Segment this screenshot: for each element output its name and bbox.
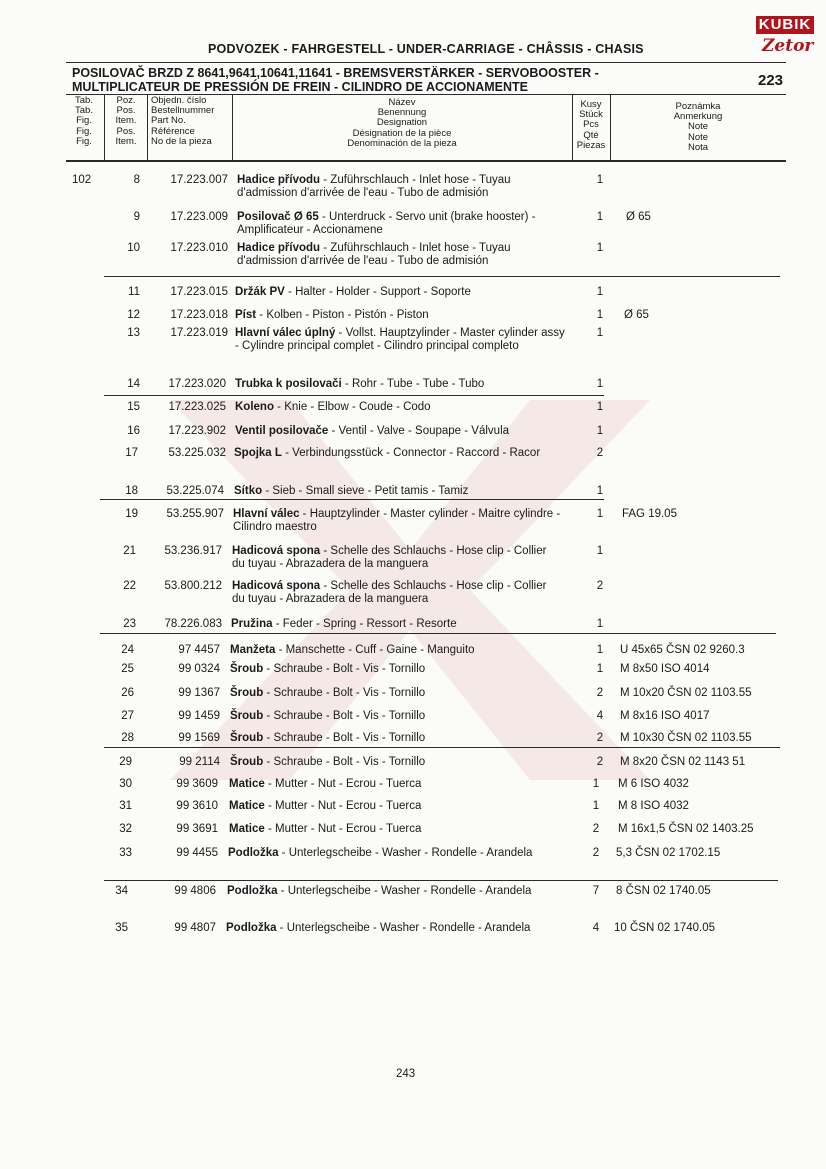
row-description (235, 286, 565, 299)
row-name-translations: - Verbindungsstück - Connector - Raccord - Racor (281, 447, 541, 459)
column-header-part: Objedn. číslo Bestellnummer Part No. Référence No de la pieza (151, 95, 215, 147)
row-position: 11 (128, 286, 140, 298)
row-name-cz: Hadicová spona (232, 580, 321, 592)
title-rule (66, 62, 786, 63)
row-name-translations: - Unterlegscheibe - Washer - Rondelle - Arandela (276, 922, 531, 934)
row-name-cz: Hadice přívodu (237, 242, 321, 254)
row-part-number: 53.225.032 (168, 447, 226, 459)
column-header-tab: Tab. Tab. Fig. Fig. Fig. (75, 95, 93, 147)
row-name-translations: - Mutter - Nut - Ecrou - Tuerca (264, 800, 422, 812)
row-quantity: 7 (592, 885, 600, 897)
row-position: 32 (119, 823, 132, 835)
row-name-translations: - Mutter - Nut - Ecrou - Tuerca (264, 823, 422, 835)
row-name-translations: - Ventil - Valve - Soupape - Válvula (328, 425, 510, 437)
row-position: 19 (125, 508, 138, 520)
row-description (237, 242, 567, 268)
row-name-cz: Šroub (230, 687, 264, 699)
row-name-cz: Hlavní válec (233, 508, 300, 520)
row-position: 33 (119, 847, 132, 859)
row-name-cz: Podložka (228, 847, 279, 859)
row-description (230, 663, 560, 676)
row-description (235, 425, 565, 438)
row-part-number: 17.223.009 (170, 211, 228, 223)
row-name-cz: Píst (235, 309, 257, 321)
row-part-number: 97 4457 (178, 644, 220, 656)
row-position: 30 (119, 778, 132, 790)
row-quantity: 1 (596, 425, 604, 437)
row-quantity: 1 (596, 545, 604, 557)
logo-zetor-text: Zetor (762, 36, 814, 56)
row-quantity: 2 (596, 687, 604, 699)
row-quantity: 2 (592, 823, 600, 835)
row-position: 8 (133, 174, 140, 186)
row-name-cz: Pružina (231, 618, 273, 630)
row-part-number: 99 2114 (179, 756, 220, 768)
row-note: M 10x30 ČSN 02 1103.55 (620, 732, 752, 744)
row-name-translations: - Mutter - Nut - Ecrou - Tuerca (264, 778, 422, 790)
row-position: 15 (127, 401, 140, 413)
column-header-pos: Poz. Pos. Item. Pos. Item. (115, 95, 137, 147)
page-reference: 223 (758, 72, 784, 89)
row-name-translations: - Schraube - Bolt - Vis - Tornillo (263, 732, 426, 744)
row-name-translations: - Vollst. Hauptzylinder - Master cylinder assy - Cylindre principal complet - Cilindro principal completo (235, 327, 565, 352)
row-quantity: 1 (596, 618, 604, 630)
row-quantity: 1 (596, 309, 604, 321)
row-name-cz: Hadicová spona (232, 545, 321, 557)
row-name-translations: - Kolben - Piston - Pistón - Piston (256, 309, 429, 321)
row-note: FAG 19.05 (622, 508, 677, 520)
row-name-translations: - Schraube - Bolt - Vis - Tornillo (263, 663, 426, 675)
section-title: PODVOZEK - FAHRGESTELL - UNDER-CARRIAGE - CHÂSSIS - CHASIS (208, 42, 644, 56)
group-divider (104, 276, 780, 277)
row-part-number: 17.223.010 (170, 242, 228, 254)
row-description (235, 309, 565, 322)
row-note: Ø 65 (626, 211, 651, 223)
row-name-cz: Matice (229, 778, 265, 790)
row-name-translations: - Schraube - Bolt - Vis - Tornillo (263, 756, 426, 768)
footer-page-number: 243 (396, 1068, 416, 1080)
row-note: U 45x65 ČSN 02 9260.3 (620, 644, 745, 656)
row-note: 5,3 ČSN 02 1702.15 (616, 847, 721, 859)
row-position: 16 (127, 425, 140, 437)
row-name-cz: Podložka (227, 885, 278, 897)
row-note: Ø 65 (624, 309, 649, 321)
row-description (230, 732, 560, 745)
row-name-cz: Sítko (234, 485, 263, 497)
row-quantity: 2 (596, 756, 604, 768)
row-quantity: 2 (596, 580, 604, 592)
row-description (231, 618, 561, 631)
group-divider (100, 633, 776, 634)
row-position: 29 (119, 756, 132, 768)
row-part-number: 17.223.902 (168, 425, 226, 437)
row-name-cz: Podložka (226, 922, 277, 934)
row-name-cz: Hadice přívodu (237, 174, 321, 186)
row-part-number: 53.800.212 (164, 580, 222, 592)
row-tab: 102 (72, 174, 92, 186)
row-quantity: 1 (596, 485, 604, 497)
row-description (229, 800, 559, 813)
row-name-translations: - Zuführschlauch - Inlet hose - Tuyau d'admission d'arrivée de l'eau - Tubo de admisión (237, 242, 511, 267)
brand-logo (754, 14, 816, 62)
row-position: 26 (121, 687, 134, 699)
row-position: 17 (125, 447, 138, 459)
row-description (230, 756, 560, 769)
group-divider (104, 395, 604, 396)
row-quantity: 4 (596, 710, 604, 722)
col-sep (610, 94, 611, 160)
row-position: 9 (133, 211, 140, 223)
row-description (227, 885, 557, 898)
row-name-cz: Matice (229, 823, 265, 835)
row-part-number: 17.223.018 (170, 309, 228, 321)
row-quantity: 1 (596, 174, 604, 186)
row-name-translations: - Feder - Spring - Ressort - Resorte (272, 618, 457, 630)
row-description (235, 401, 565, 414)
row-name-translations: - Halter - Holder - Support - Soporte (284, 286, 471, 298)
row-name-cz: Posilovač Ø 65 (237, 211, 319, 223)
row-description (235, 378, 565, 391)
row-part-number: 99 3691 (176, 823, 218, 835)
row-part-number: 99 1459 (178, 710, 220, 722)
row-note: M 8x16 ISO 4017 (620, 710, 710, 722)
page-title-line-2: MULTIPLICATEUR DE PRESSIÓN DE FREIN - CILINDRO DE ACCIONAMENTE (72, 80, 529, 94)
row-position: 25 (121, 663, 134, 675)
row-position: 28 (121, 732, 134, 744)
row-name-translations: - Schelle des Schlauchs - Hose clip - Collier du tuyau - Abrazadera de la manguera (232, 545, 547, 570)
row-name-cz: Manžeta (230, 644, 276, 656)
row-quantity: 1 (592, 800, 600, 812)
row-name-translations: - Manschette - Cuff - Gaine - Manguito (275, 644, 475, 656)
row-description (226, 922, 556, 935)
row-part-number: 53.236.917 (164, 545, 222, 557)
row-description (230, 644, 560, 657)
row-description (230, 710, 560, 723)
row-note: M 6 ISO 4032 (618, 778, 689, 790)
row-position: 18 (125, 485, 138, 497)
row-name-cz: Šroub (230, 756, 264, 768)
row-position: 24 (121, 644, 134, 656)
row-part-number: 53.225.074 (166, 485, 224, 497)
row-description (237, 211, 567, 237)
row-name-translations: - Schraube - Bolt - Vis - Tornillo (263, 710, 426, 722)
row-quantity: 1 (596, 286, 604, 298)
row-part-number: 99 3610 (176, 800, 218, 812)
row-part-number: 53.255.907 (166, 508, 224, 520)
row-quantity: 1 (596, 644, 604, 656)
row-description (234, 447, 564, 460)
row-note: 10 ČSN 02 1740.05 (614, 922, 716, 934)
group-divider (104, 747, 780, 748)
row-quantity: 2 (592, 847, 600, 859)
row-name-cz: Šroub (230, 710, 264, 722)
row-position: 23 (123, 618, 136, 630)
row-description (232, 580, 562, 606)
row-part-number: 17.223.020 (168, 378, 226, 390)
column-header-qty: Kusy Stück Pcs Qté Piezas (576, 99, 606, 151)
row-quantity: 1 (596, 242, 604, 254)
row-note: M 8x20 ČSN 02 1143 51 (620, 756, 746, 768)
row-part-number: 99 0324 (178, 663, 220, 675)
row-name-cz: Ventil posilovače (235, 425, 329, 437)
row-quantity: 1 (596, 401, 604, 413)
row-name-cz: Držák PV (235, 286, 285, 298)
row-description (229, 778, 559, 791)
col-sep (147, 94, 148, 160)
row-quantity: 2 (596, 447, 604, 459)
row-name-translations: - Sieb - Small sieve - Petit tamis - Tamiz (262, 485, 469, 497)
row-name-translations: - Schelle des Schlauchs - Hose clip - Collier du tuyau - Abrazadera de la manguera (232, 580, 547, 605)
row-description (235, 327, 565, 353)
row-part-number: 78.226.083 (164, 618, 222, 630)
row-note: M 16x1,5 ČSN 02 1403.25 (618, 823, 754, 835)
row-position: 34 (115, 885, 128, 897)
row-quantity: 1 (596, 378, 604, 390)
col-sep (232, 94, 233, 160)
row-description (230, 687, 560, 700)
column-header-note: Poznámka Anmerkung Note Note Nota (673, 101, 723, 153)
row-name-translations: - Unterdruck - Servo unit (brake hooster) - Amplificateur - Accionamene (237, 211, 536, 236)
header-bottom-rule (66, 160, 786, 162)
row-part-number: 17.223.025 (168, 401, 226, 413)
row-quantity: 1 (596, 663, 604, 675)
col-sep (104, 94, 105, 160)
row-name-cz: Koleno (235, 401, 274, 413)
row-description (234, 485, 564, 498)
row-part-number: 17.223.019 (170, 327, 228, 339)
row-part-number: 99 4806 (174, 885, 216, 897)
row-position: 31 (119, 800, 132, 812)
row-part-number: 99 4455 (176, 847, 218, 859)
row-name-translations: - Hauptzylinder - Master cylinder - Maitre cylindre - Cilindro maestro (233, 508, 561, 533)
row-note: M 8x50 ISO 4014 (620, 663, 710, 675)
row-position: 14 (127, 378, 140, 390)
row-name-translations: - Unterlegscheibe - Washer - Rondelle - Arandela (278, 847, 533, 859)
row-description (229, 823, 559, 836)
row-note: 8 ČSN 02 1740.05 (616, 885, 711, 897)
row-position: 21 (123, 545, 136, 557)
row-name-cz: Hlavní válec úplný (235, 327, 336, 339)
row-part-number: 17.223.015 (170, 286, 228, 298)
row-part-number: 99 1367 (178, 687, 220, 699)
row-part-number: 17.223.007 (170, 174, 228, 186)
row-name-cz: Šroub (230, 663, 264, 675)
row-position: 10 (127, 242, 140, 254)
row-quantity: 1 (596, 211, 604, 223)
row-position: 13 (127, 327, 140, 339)
row-name-translations: - Schraube - Bolt - Vis - Tornillo (263, 687, 426, 699)
row-quantity: 2 (596, 732, 604, 744)
row-name-translations: - Unterlegscheibe - Washer - Rondelle - Arandela (277, 885, 532, 897)
row-description (237, 174, 567, 200)
row-quantity: 1 (592, 778, 600, 790)
column-header-name: Název Benennung Designation Désignation de la pièce Denominación de la pieza (347, 97, 457, 149)
row-description (233, 508, 563, 534)
group-divider (104, 880, 778, 881)
row-name-cz: Spojka L (234, 447, 282, 459)
row-position: 12 (127, 309, 140, 321)
row-part-number: 99 3609 (176, 778, 218, 790)
group-divider (100, 499, 604, 500)
row-name-translations: - Rohr - Tube - Tube - Tubo (341, 378, 485, 390)
row-description (232, 545, 562, 571)
logo-kubik-text: KUBIK (756, 16, 814, 34)
row-quantity: 1 (596, 327, 604, 339)
page-title-line-1: POSILOVAČ BRZD Z 8641,9641,10641,11641 - BREMSVERSTÄRKER - SERVOBOOSTER - (72, 66, 599, 80)
row-name-translations: - Zuführschlauch - Inlet hose - Tuyau d'admission d'arrivée de l'eau - Tubo de admisión (237, 174, 511, 199)
row-note: M 10x20 ČSN 02 1103.55 (620, 687, 752, 699)
row-note: M 8 ISO 4032 (618, 800, 689, 812)
row-position: 35 (115, 922, 128, 934)
row-name-cz: Trubka k posilovači (235, 378, 342, 390)
row-name-cz: Matice (229, 800, 265, 812)
row-quantity: 1 (596, 508, 604, 520)
row-part-number: 99 1569 (178, 732, 220, 744)
row-position: 22 (123, 580, 136, 592)
row-position: 27 (121, 710, 134, 722)
row-description (228, 847, 558, 860)
row-name-translations: - Knie - Elbow - Coude - Codo (273, 401, 431, 413)
row-quantity: 4 (592, 922, 600, 934)
row-part-number: 99 4807 (174, 922, 216, 934)
row-name-cz: Šroub (230, 732, 264, 744)
